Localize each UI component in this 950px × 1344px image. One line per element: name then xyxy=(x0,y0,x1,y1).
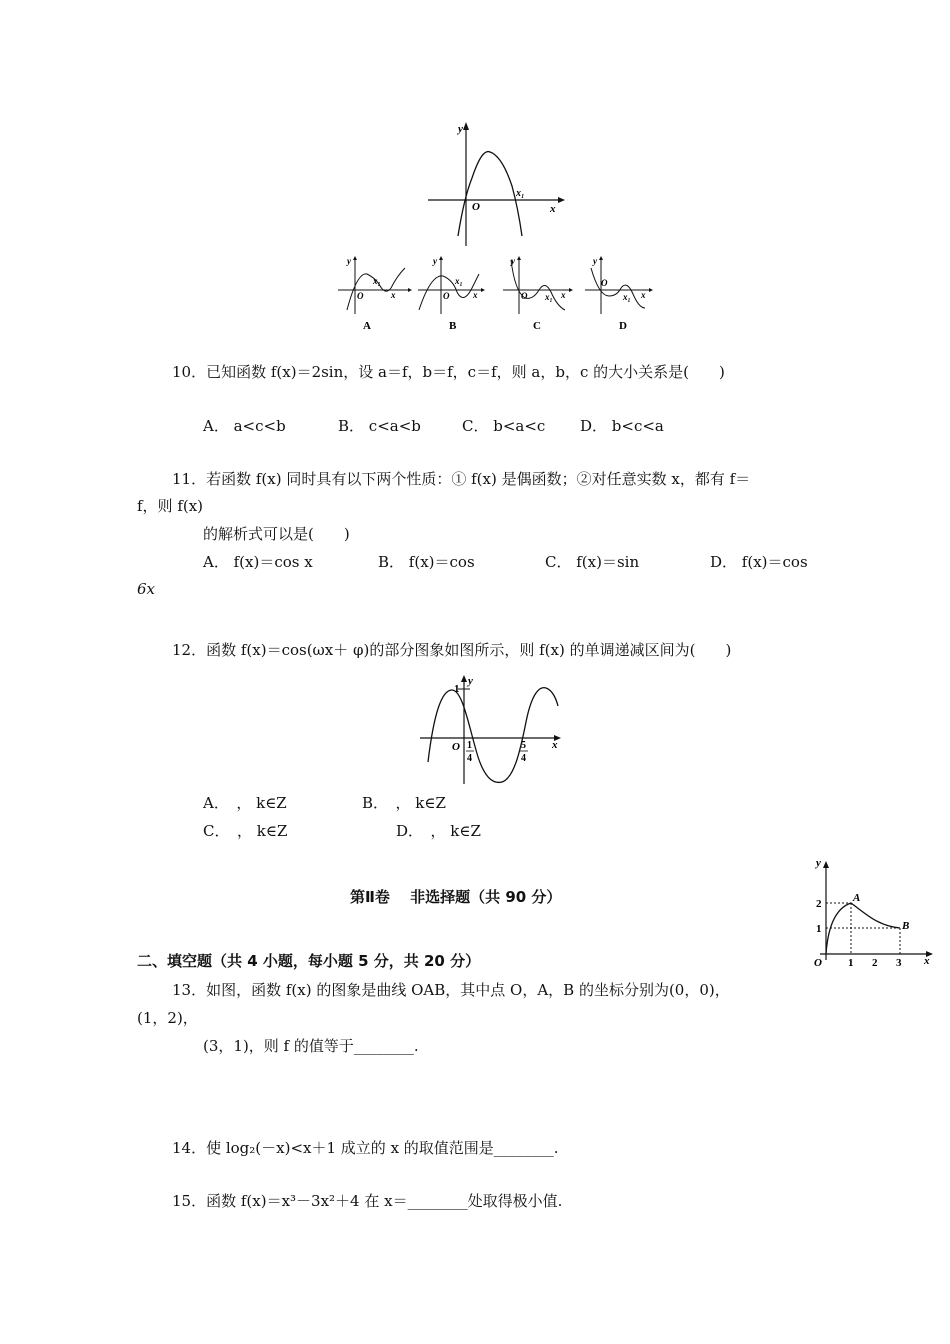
option-d-curve xyxy=(591,268,645,308)
option-c-y-label: y xyxy=(511,256,515,266)
option-c-x-arrow-icon xyxy=(569,288,573,292)
q11-option-b[interactable]: B． f(x)＝cos xyxy=(378,553,475,571)
fill-in-section-header: 二、填空题（共 4 小题，每小题 5 分，共 20 分） xyxy=(137,952,481,970)
q13-graph xyxy=(806,856,936,968)
option-a-curve xyxy=(347,268,405,310)
x-axis-arrow-icon xyxy=(558,197,565,203)
tick-five-quarters-numerator: 5 xyxy=(521,740,526,751)
y-tick-2: 2 xyxy=(816,898,822,910)
q12-stem: 12．函数 f(x)＝cos(ωx＋ φ)的部分图象如图所示，则 f(x) 的单调递减区间为( ) xyxy=(172,641,732,659)
q12-option-a[interactable]: A． ， k∈Z xyxy=(203,794,287,812)
y-axis-arrow-icon xyxy=(461,675,467,682)
q10-option-a[interactable]: A． a<c<b xyxy=(203,417,286,435)
option-d-x-label: x xyxy=(641,290,646,300)
option-a-y-label: y xyxy=(347,256,351,266)
option-b-caption: B xyxy=(449,320,457,332)
q11-option-c[interactable]: C． f(x)＝sin xyxy=(545,553,640,571)
tick-five-quarters-denominator: 4 xyxy=(521,753,526,764)
option-d-caption: D xyxy=(619,320,627,332)
option-c-caption: C xyxy=(533,320,541,332)
q13-stem-line3: (3，1)，则 f 的值等于________. xyxy=(203,1037,419,1055)
option-b-x1-label: x₁ xyxy=(455,276,463,286)
option-a-x-label: x xyxy=(391,290,396,300)
option-d-y-arrow-icon xyxy=(599,256,603,260)
option-d-origin-label: O xyxy=(601,278,608,288)
point-a-label: A xyxy=(853,892,861,904)
x-label: x xyxy=(550,203,556,215)
x-tick-2: 2 xyxy=(872,957,878,968)
option-a-caption: A xyxy=(363,320,371,332)
option-c-x1-label: x₁ xyxy=(545,292,553,302)
option-b-x-label: x xyxy=(473,290,478,300)
option-a-x-arrow-icon xyxy=(408,288,412,292)
origin-label: O xyxy=(472,201,480,213)
q10-stem: 10．已知函数 f(x)＝2sin，设 a＝f，b＝f，c＝f，则 a，b，c 的大小关系是( ) xyxy=(172,363,725,381)
function-curve xyxy=(458,152,522,236)
q12-cosine-graph xyxy=(418,672,568,786)
option-d-y-label: y xyxy=(593,256,597,266)
option-d-x-arrow-icon xyxy=(649,288,653,292)
option-c-y-arrow-icon xyxy=(517,256,521,260)
tick-quarter-denominator: 4 xyxy=(467,753,472,764)
q11-stem-line2: f，则 f(x) xyxy=(137,497,204,515)
q12-option-b[interactable]: B． ， k∈Z xyxy=(362,794,446,812)
q12-option-c[interactable]: C． ， k∈Z xyxy=(203,822,288,840)
q10-option-c[interactable]: C． b<a<c xyxy=(462,417,546,435)
option-a-origin-label: O xyxy=(357,291,364,301)
y-label: y xyxy=(468,675,473,687)
option-a-x1-label: x₁ xyxy=(373,276,381,286)
origin-label: O xyxy=(452,741,460,753)
x-tick-3: 3 xyxy=(896,957,902,968)
q9-main-graph xyxy=(420,118,570,250)
q15-stem: 15．函数 f(x)＝x³－3x²＋4 在 x＝________处取得极小值. xyxy=(172,1192,563,1210)
option-c-x-label: x xyxy=(561,290,566,300)
q13-stem-line2: (1，2)， xyxy=(137,1009,198,1027)
q11-stem-line3: 的解析式可以是( ) xyxy=(203,525,350,543)
q11-option-a[interactable]: A． f(x)＝cos x xyxy=(203,553,313,571)
tick-quarter-numerator: 1 xyxy=(467,740,472,751)
point-b-label: B xyxy=(902,920,910,932)
q13-stem-line1: 13．如图，函数 f(x) 的图象是曲线 OAB，其中点 O，A，B 的坐标分别为(0，0)， xyxy=(172,981,730,999)
option-b-y-arrow-icon xyxy=(439,256,443,260)
q11-stem-line1: 11．若函数 f(x) 同时具有以下两个性质：① f(x) 是偶函数；②对任意实数 x，都有 f＝ xyxy=(172,470,751,488)
origin-label: O xyxy=(814,957,822,968)
option-b-y-label: y xyxy=(433,256,437,266)
option-b-origin-label: O xyxy=(443,291,450,301)
q10-option-b[interactable]: B． c<a<b xyxy=(338,417,421,435)
q10-option-d[interactable]: D． b<c<a xyxy=(580,417,664,435)
y-label: y xyxy=(458,123,463,135)
y-one-label: 1 xyxy=(454,683,460,695)
q12-option-d[interactable]: D． ， k∈Z xyxy=(396,822,481,840)
cosine-curve xyxy=(428,688,558,783)
q9-option-graphs xyxy=(333,252,663,334)
x-tick-1: 1 xyxy=(848,957,854,968)
y-axis-arrow-icon xyxy=(823,861,829,868)
x-label: x xyxy=(924,955,930,967)
q14-stem: 14．使 log₂(－x)<x＋1 成立的 x 的取值范围是________. xyxy=(172,1139,559,1157)
option-a-y-arrow-icon xyxy=(353,256,357,260)
y-label: y xyxy=(816,857,821,869)
x1-label: x₁ xyxy=(516,188,525,199)
x-label: x xyxy=(552,739,558,751)
option-c-origin-label: O xyxy=(521,291,528,301)
q11-option-d-tail: 6x xyxy=(137,580,156,598)
q11-option-d[interactable]: D． f(x)＝cos xyxy=(710,553,808,571)
option-b-x-arrow-icon xyxy=(481,288,485,292)
y-tick-1: 1 xyxy=(816,923,822,935)
option-d-x1-label: x₁ xyxy=(623,292,631,302)
y-axis-arrow-icon xyxy=(463,122,469,130)
section-2-title: 第Ⅱ卷 非选择题（共 90 分） xyxy=(350,888,562,906)
